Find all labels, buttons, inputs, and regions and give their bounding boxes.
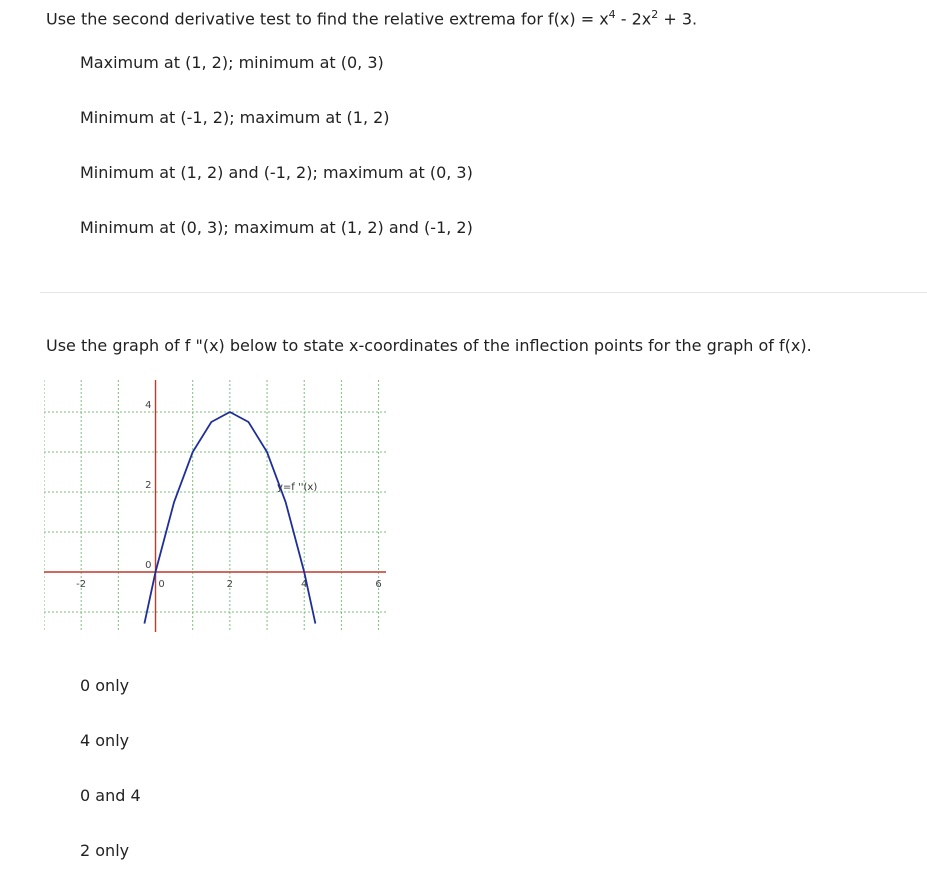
x-tick-label: 2 — [226, 579, 234, 590]
axes — [44, 380, 386, 632]
second-derivative-graph — [44, 380, 386, 632]
curve-label: y=f ''(x) — [277, 482, 318, 493]
q1-option-4[interactable]: Minimum at (0, 3); maximum at (1, 2) and (-1, 2) — [80, 218, 473, 237]
question-divider — [40, 292, 927, 293]
y-tick-label: 2 — [145, 480, 152, 491]
q1-option-2[interactable]: Minimum at (-1, 2); maximum at (1, 2) — [80, 108, 390, 127]
q2-option-4[interactable]: 2 only — [80, 841, 130, 860]
q1-option-3[interactable]: Minimum at (1, 2) and (-1, 2); maximum at (0, 3) — [80, 163, 473, 182]
x-tick-label: 0 — [158, 579, 165, 590]
q2-option-2[interactable]: 4 only — [80, 731, 130, 750]
tick-labels — [76, 400, 382, 590]
question-1-prompt: Use the second derivative test to find the relative extrema for $f(x) = x^4 - 2x^2 + 3$. — [46, 8, 698, 29]
x-tick-label: 6 — [375, 579, 382, 590]
x-tick-label: 4 — [301, 579, 308, 590]
y-tick-label: 4 — [145, 400, 152, 411]
x-tick-label: -2 — [76, 579, 87, 590]
question-2-prompt: Use the graph of f "(x) below to state x-coordinates of the inflection points for the graph of f(x). — [46, 336, 812, 355]
q2-option-1[interactable]: 0 only — [80, 676, 130, 695]
q1-option-1[interactable]: Maximum at (1, 2); minimum at (0, 3) — [80, 53, 384, 72]
y-tick-label: 0 — [145, 560, 152, 571]
grid-lines — [44, 380, 386, 632]
q2-option-3[interactable]: 0 and 4 — [80, 786, 141, 805]
